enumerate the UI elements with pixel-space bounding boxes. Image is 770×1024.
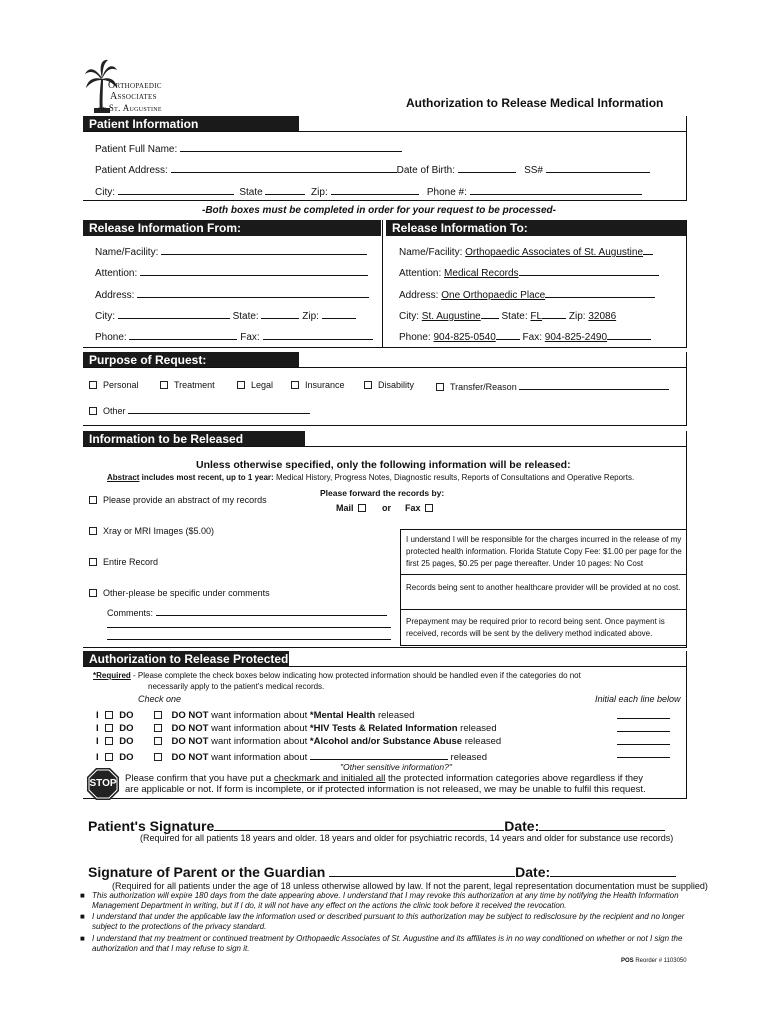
do-not-checkbox[interactable] (154, 724, 162, 732)
want-label: want information about (208, 710, 310, 721)
patient-bottom-rule (83, 200, 687, 201)
parent-signature-field[interactable] (88, 863, 676, 880)
initial-line-1[interactable] (617, 718, 670, 719)
stop-label: STOP (89, 778, 117, 789)
do-label: DO (119, 710, 134, 721)
to-address-label: Address: (399, 290, 439, 301)
parent-signature-label: Signature of Parent or the Guardian (88, 864, 326, 880)
required-text: - Please complete the check boxes below indicating how protected information should be handled even if the categories do not (130, 671, 581, 680)
checkbox[interactable] (89, 558, 97, 566)
to-state-label: State: (501, 311, 528, 322)
checkbox[interactable] (160, 381, 168, 389)
initial-line-4[interactable] (617, 757, 670, 758)
from-zip-label: Zip: (302, 311, 319, 322)
do-not-label: DO NOT (171, 736, 209, 747)
do-checkbox[interactable] (105, 711, 113, 719)
both-boxes-note: -Both boxes must be completed in order for your request to be processed- (202, 205, 556, 216)
purpose-other[interactable] (89, 403, 310, 417)
reorder-footer (621, 955, 687, 967)
from-attention-field[interactable] (95, 265, 368, 280)
provide-abstract-label: Please provide an abstract of my records (103, 495, 267, 505)
charges-divider-1 (400, 574, 687, 575)
other-category-input[interactable] (310, 749, 448, 760)
other-specific-label: Other-please be specific under comments (103, 588, 270, 598)
patient-signature-label: Patient's Signature (88, 818, 215, 834)
fax-checkbox[interactable] (425, 504, 433, 512)
other-specific-option[interactable] (89, 587, 270, 599)
protected-header: Authorization to Release Protected (83, 651, 289, 667)
released-label: released (447, 752, 487, 763)
protected-row-hiv (96, 723, 497, 735)
form-title: Authorization to Release Medical Information (406, 96, 664, 110)
purpose-legal[interactable] (237, 379, 273, 391)
to-name-field (399, 244, 653, 259)
fax-option-label: Fax (405, 503, 421, 513)
do-not-label: DO NOT (171, 710, 209, 721)
purpose-bottom-rule (83, 425, 687, 426)
ssn-label: SS# (524, 165, 543, 176)
to-fax-label: Fax: (522, 332, 542, 343)
do-checkbox[interactable] (105, 724, 113, 732)
to-name-label: Name/Facility: (399, 247, 463, 258)
other-sensitive-note: "Other sensitive information?" (340, 762, 452, 772)
bullet-1: ■ This authorization will expire 180 days from the date appearing above. I understand that I may revoke this authorization at any time by notifying the Health Information Management Department in writing, but if I do, it will not have any effect on the actions the clinic took before it received the revocation. (80, 891, 690, 910)
checkbox[interactable] (291, 381, 299, 389)
do-label: DO (119, 723, 134, 734)
confirm-a: Please confirm that you have put a (125, 773, 274, 784)
category-label: *Mental Health (309, 710, 376, 721)
patient-city-field[interactable] (95, 184, 642, 199)
to-attention-value: Medical Records (444, 268, 519, 279)
city-label: City: (95, 187, 115, 198)
required-note-2: necessarily apply to the patient's medical records. (148, 682, 325, 691)
patient-full-name-label: Patient Full Name: (95, 144, 178, 155)
to-address-field (399, 287, 655, 302)
purpose-treatment[interactable] (160, 379, 215, 391)
bullet-2: ■ I understand that under the applicable law the information used or described pursuant to this authorization may be subject to redisclosure by the recipient and no longer subject to the protections of the privacy standard. (80, 912, 690, 931)
reorder-label: Reorder # 1103050 (635, 958, 687, 964)
purpose-header: Purpose of Request: (83, 352, 299, 368)
comments-line-3[interactable] (107, 639, 391, 640)
i-label: I (96, 710, 99, 721)
checkbox[interactable] (89, 527, 97, 535)
to-attention-label: Attention: (399, 268, 442, 279)
confirm-c: the protected information categories above regardless if they (385, 773, 644, 784)
patient-signature-note: (Required for all patients 18 years and older. 18 years and older for psychiatric records, 14 years and older for substance use records) (140, 833, 674, 843)
zip-label: Zip: (311, 187, 328, 198)
initial-line-2[interactable] (617, 731, 670, 732)
protected-bottom-rule (83, 798, 687, 799)
to-state-value: FL (530, 311, 543, 322)
to-phone-label: Phone: (399, 332, 431, 343)
from-fax-label: Fax: (240, 332, 260, 343)
from-to-bottom-rule (83, 347, 687, 348)
release-to-header: Release Information To: (386, 220, 686, 236)
from-phone-field[interactable] (95, 329, 373, 344)
released-label: released (462, 736, 502, 747)
comments-line-2[interactable] (107, 627, 391, 628)
charges-divider-2 (400, 609, 687, 610)
purpose-disability[interactable] (364, 379, 414, 391)
i-label: I (96, 736, 99, 747)
to-city-value: St. Augustine (421, 311, 481, 322)
patient-address-field[interactable] (95, 162, 650, 177)
to-name-value: Orthopaedic Associates of St. Augustine (465, 247, 644, 258)
protected-row-alcohol (96, 736, 501, 748)
checkbox[interactable] (89, 407, 97, 415)
purpose-disability-label: Disability (378, 380, 415, 390)
purpose-top-rule (83, 367, 687, 368)
want-label: want information about (208, 723, 310, 734)
info-top-rule (83, 446, 687, 447)
checkbox[interactable] (436, 383, 444, 391)
from-phone-label: Phone: (95, 332, 127, 343)
charges-text: I understand I will be responsible for the charges incurred in the release of my protected health information. Florida Statute Copy Fee: $1.00 per page for the first 25 pages, $0.25 per page thereafter. Under 10 pages: No Cost (406, 535, 682, 568)
confirm-note-2: are applicable or not. If form is incomplete, or if protected information is not released, we may be unable to fulfil this request. (125, 784, 646, 795)
category-label: *Alcohol and/or Substance Abuse (309, 736, 463, 747)
logo-line-3: of St. Augustine (98, 103, 162, 113)
purpose-personal[interactable] (89, 379, 139, 391)
i-label: I (96, 723, 99, 734)
to-zip-value: 32086 (588, 311, 617, 322)
do-not-label: DO NOT (171, 723, 209, 734)
from-city-label: City: (95, 311, 115, 322)
delivery-options (336, 502, 439, 514)
do-not-label: DO NOT (171, 752, 209, 763)
provide-abstract-option[interactable] (89, 494, 267, 506)
released-label: released (375, 710, 415, 721)
comments-label: Comments: (107, 608, 154, 618)
to-phone-field (399, 329, 651, 344)
patient-full-name-field[interactable] (95, 141, 402, 156)
phone-label: Phone #: (426, 187, 467, 198)
abstract-note (107, 472, 634, 484)
initial-label: Initial each line below (595, 694, 681, 704)
logo-line-2: Associates (110, 91, 157, 102)
check-one-label: Check one (138, 694, 182, 704)
patient-date-label: Date: (504, 818, 540, 834)
comments-field[interactable] (107, 605, 387, 619)
do-checkbox[interactable] (105, 737, 113, 745)
from-name-field[interactable] (95, 244, 367, 259)
dob-label: Date of Birth: (396, 165, 455, 176)
from-to-divider (382, 220, 383, 348)
protected-right-rule (686, 651, 687, 799)
do-not-checkbox[interactable] (154, 711, 162, 719)
from-address-field[interactable] (95, 287, 369, 302)
purpose-legal-label: Legal (251, 380, 274, 390)
category-label: *HIV Tests & Related Information (309, 723, 458, 734)
or-label: or (382, 503, 392, 513)
do-label: DO (119, 736, 134, 747)
info-bottom-rule (83, 647, 687, 648)
purpose-insurance[interactable] (291, 379, 345, 391)
to-zip-label: Zip: (568, 311, 586, 322)
prepayment-text: Prepayment may be required prior to record being sent. Once payment is received, records will be sent by the delivery method indicated above. (406, 617, 665, 638)
pos-label: POS (621, 958, 634, 964)
initial-line-3[interactable] (617, 744, 670, 745)
do-label: DO (119, 752, 134, 763)
bullet-3: ■ I understand that my treatment or continued treatment by Orthopaedic Associates of St. Augustine and its affiliates is in no way conditioned on whether or not I sign the authorization and that I may refuse to sign it. (80, 934, 690, 953)
do-checkbox[interactable] (105, 753, 113, 761)
from-address-label: Address: (95, 290, 135, 301)
mail-checkbox[interactable] (358, 504, 366, 512)
protected-row-mental-health (96, 710, 414, 722)
purpose-other-label: Other (103, 406, 126, 416)
unless-note: Unless otherwise specified, only the following information will be released: (196, 459, 571, 471)
do-not-checkbox[interactable] (154, 737, 162, 745)
to-city-field (399, 308, 616, 323)
to-phone-value: 904-825-0540 (433, 332, 496, 343)
do-not-checkbox[interactable] (154, 753, 162, 761)
entire-record-option[interactable] (89, 556, 158, 568)
purpose-transfer-label: Transfer/Reason (450, 382, 517, 392)
from-name-label: Name/Facility: (95, 247, 159, 258)
purpose-personal-label: Personal (103, 380, 139, 390)
logo (84, 58, 184, 114)
purpose-insurance-label: Insurance (305, 380, 345, 390)
checkbox[interactable] (89, 381, 97, 389)
patient-address-label: Patient Address: (95, 165, 168, 176)
xray-option[interactable] (89, 525, 214, 537)
to-right-rule (686, 220, 687, 348)
to-city-label: City: (399, 311, 419, 322)
release-from-header: Release Information From: (83, 220, 381, 236)
forward-label: Please forward the records by: (320, 488, 445, 498)
confirm-b: checkmark and initialed all (273, 773, 386, 784)
from-attention-label: Attention: (95, 268, 138, 279)
entire-record-label: Entire Record (103, 557, 159, 567)
bullet-1-text: This authorization will expire 180 days from the date appearing above. I understand that I may revoke this authorization at any time by notifying the Health Information Management Department in writing, but if I do, it will not have any effect on the actions the clinic took before it received the revocation. (92, 891, 679, 910)
checkbox[interactable] (89, 589, 97, 597)
checkbox[interactable] (237, 381, 245, 389)
purpose-transfer[interactable] (436, 379, 669, 393)
parent-date-label: Date: (515, 864, 551, 880)
purpose-treatment-label: Treatment (174, 380, 215, 390)
protected-top-rule (83, 666, 687, 667)
checkbox[interactable] (89, 496, 97, 504)
bullet-2-text: I understand that under the applicable law the information used or described pursuant to this authorization may be subject to redisclosure by the recipient and no longer subject to the protections of the privacy standard. (92, 912, 685, 931)
purpose-right-rule (686, 352, 687, 426)
i-label: I (96, 752, 99, 763)
patient-right-rule (686, 116, 687, 200)
checkbox[interactable] (364, 381, 372, 389)
from-city-field[interactable] (95, 308, 356, 323)
required-label: *Required (93, 671, 131, 680)
from-state-label: State: (232, 311, 259, 322)
abstract-label: Abstract (107, 473, 140, 482)
want-label: want information about (208, 752, 310, 763)
parent-signature-note: (Required for all patients under the age of 18 unless otherwise allowed by law. If not the parent, legal representation documentation must be supplied) (112, 881, 708, 891)
to-address-value: One Orthopaedic Place (441, 290, 546, 301)
info-released-header: Information to be Released (83, 431, 305, 447)
stop-sign-icon (86, 767, 120, 801)
to-attention-field (399, 265, 659, 280)
logo-line-1: Orthopaedic (108, 80, 162, 91)
mail-label: Mail (336, 503, 354, 513)
bullet-3-text: I understand that my treatment or continued treatment by Orthopaedic Associates of St. Augustine and its affiliates is in no way conditioned on whether or not I sign the authorization and that I may refuse to sign it. (92, 934, 683, 953)
patient-top-rule (83, 131, 687, 132)
to-fax-value: 904-825-2490 (544, 332, 608, 343)
provider-text: Records being sent to another healthcare provider will be provided at no cost. (406, 583, 681, 592)
released-label: released (457, 723, 497, 734)
abstract-list: Medical History, Progress Notes, Diagnostic results, Reports of Consultations and Operative Reports. (273, 473, 635, 482)
want-label: want information about (208, 736, 310, 747)
abstract-rest: includes most recent, up to 1 year: (139, 473, 274, 482)
patient-info-header: Patient Information (83, 116, 299, 132)
state-label: State (239, 187, 263, 198)
xray-label: Xray or MRI Images ($5.00) (103, 526, 215, 536)
